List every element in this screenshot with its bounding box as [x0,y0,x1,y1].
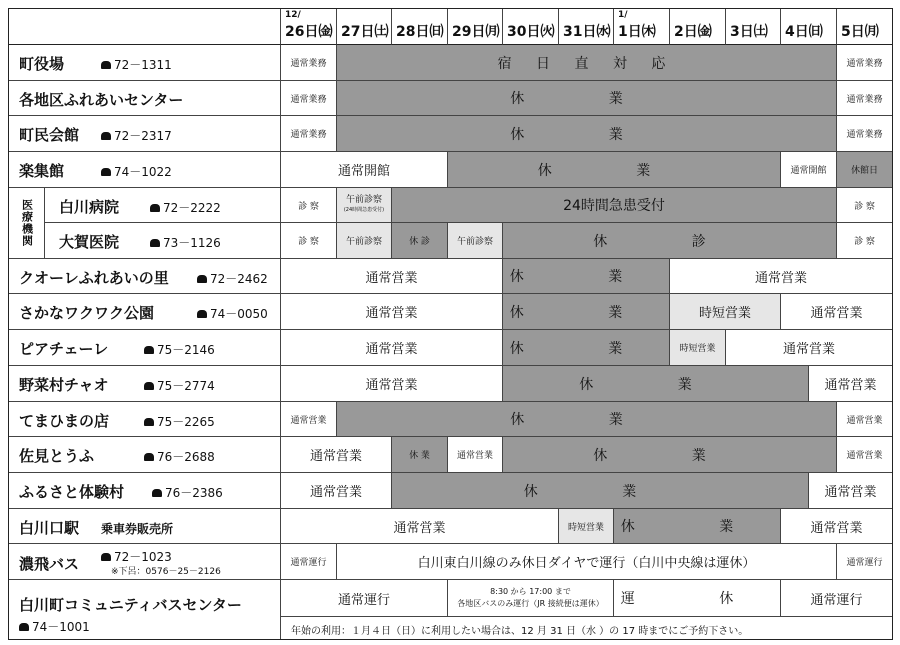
status-cell: 通常営業 [726,330,892,366]
date-header [726,9,781,45]
facility-tel: 76－2386 [165,486,223,500]
facility-name: ピアチェーレ [19,340,109,358]
facility-sub: 乗車券販売所 [101,522,174,536]
status-cell: 通常営業 [837,402,892,437]
status-cell: 通常営業 [281,402,337,437]
status-cell: 通常営業 [281,366,503,402]
status-cell: 休 業 [337,116,837,152]
schedule-table [8,8,893,640]
date-header [281,9,337,45]
date-header [337,9,392,45]
facility-tel: 72－2317 [114,129,172,143]
status-cell: 休 業 [614,509,781,544]
facility-name: 町民会館 [19,126,80,144]
status-cell: 診 察 [281,188,337,223]
status-cell: 通常営業 [781,294,892,330]
status-cell: 診 察 [837,223,892,259]
status-cell: 時短営業 [559,509,614,544]
date-header [670,9,726,45]
facility-row-label [45,223,281,259]
status-cell: 通常開館 [781,152,837,188]
status-cell: 診 察 [281,223,337,259]
facility-name: 白川病院 [59,198,120,216]
phone-icon [101,132,111,140]
status-cell: 通常営業 [281,473,392,509]
facility-tel: 75－2146 [157,343,215,357]
status-cell: 休 診 [392,223,448,259]
status-cell: 通常営業 [781,509,892,544]
status-cell: 通常営業 [281,294,503,330]
status-cell: 通常開館 [281,152,448,188]
month-label: 1/ [618,10,628,20]
status-cell: 午前診察 [337,223,392,259]
status-cell: 通常業務 [837,81,892,116]
date-header [503,9,559,45]
date-header [392,9,448,45]
facility-name: 濃飛バス [19,555,80,573]
status-cell: 休 業 [392,437,448,473]
day-label: 1日㈭ [618,24,656,40]
status-cell: 通常運行 [781,580,892,617]
facility-name: 佐見とうふ [19,447,95,465]
facility-tel: 75－2774 [157,379,215,393]
status-cell: 通常運行 [837,544,892,580]
facility-tel: 74－1022 [114,165,172,179]
date-header [559,9,614,45]
day-label: 3日㈯ [730,24,768,40]
status-cell: 通常業務 [837,116,892,152]
day-label: 31日㈬ [563,24,611,40]
facility-tel: 74－1001 [32,620,90,634]
status-cell: 通常運行 [281,580,448,617]
header-corner [9,9,281,45]
date-header [614,9,670,45]
facility-row-label [9,366,281,402]
status-subtext: (24時間急患受付) [343,207,385,213]
facility-name: 町役場 [19,55,65,73]
status-cell: 休館日 [837,152,892,188]
facility-tel: 73－1126 [163,236,221,250]
facility-tel: 72－1023 [114,550,172,564]
status-cell: 通常営業 [809,473,892,509]
status-cell: 通常営業 [281,437,392,473]
facility-row-label [9,437,281,473]
facility-name: 白川口駅 [19,519,80,537]
medical-institutions-label [9,188,45,259]
facility-tel: 75－2265 [157,415,215,429]
facility-name: 大賀医院 [59,233,120,251]
status-cell: 通常営業 [281,259,503,294]
facility-name: てまひまの店 [19,412,110,430]
status-cell: 通常営業 [448,437,503,473]
footer-note: 年始の利用：１月４日（日）に利用したい場合は、12 月 31 日（水 ）の 17 時までにご予約下さい。 [291,626,749,637]
phone-icon [150,204,160,212]
facility-row-label [9,152,281,188]
date-header [837,9,892,45]
status-cell: 時短営業 [670,294,781,330]
facility-tel: 74－0050 [210,307,268,321]
facility-row-label [9,402,281,437]
day-label: 27日㈯ [341,24,389,40]
facility-name: 各地区ふれあいセンター [19,91,184,109]
phone-icon [101,553,111,561]
status-cell: 休 業 [337,81,837,116]
status-cell: 運 休 [614,580,781,617]
day-label: 4日㈰ [785,24,823,40]
status-cell: 休 業 [392,473,809,509]
facility-tel: 72－1311 [114,58,172,72]
status-cell: 通常営業 [809,366,892,402]
medical-label-text: 医療機関 [20,199,34,247]
facility-tel: 72－2462 [210,272,268,286]
status-cell: 休 業 [503,259,670,294]
phone-icon [144,418,154,426]
facility-row-label [9,580,281,639]
day-label: 5日㈪ [841,24,879,40]
day-label: 30日㈫ [507,24,555,40]
status-cell: 通常営業 [281,330,503,366]
facility-row-label [9,259,281,294]
facility-row-label [9,330,281,366]
status-cell: 休 業 [503,366,809,402]
facility-name: 野菜村チャオ [19,376,109,394]
facility-tel: 72－2222 [163,201,221,215]
facility-note: ※下呂：0576－25－2126 [111,567,221,577]
month-label: 12/ [285,10,301,20]
phone-icon [150,239,160,247]
status-cell [448,580,614,617]
phone-icon [197,310,207,318]
phone-icon [144,346,154,354]
facility-row-label [9,509,281,544]
date-header [448,9,503,45]
status-cell: 通常業務 [281,116,337,152]
facility-row-label [9,116,281,152]
phone-icon [19,623,29,631]
status-cell: 白川東白川線のみ休日ダイヤで運行（白川中央線は運休） [337,544,837,580]
status-cell: 通常営業 [837,437,892,473]
facility-name: 楽集館 [19,162,65,180]
facility-row-label [9,294,281,330]
facility-tel: 76－2688 [157,450,215,464]
facility-name: クオーレふれあいの里 [19,269,169,287]
status-cell: 通常営業 [670,259,892,294]
status-cell: 休 業 [503,294,670,330]
facility-name: 白川町コミュニティバスセンター [19,596,242,614]
status-cell [337,188,392,223]
status-cell: 通常営業 [281,509,559,544]
status-cell: 通常業務 [281,45,337,81]
day-label: 28日㈰ [396,24,444,40]
phone-icon [144,453,154,461]
facility-row-label [9,45,281,81]
status-cell: 通常運行 [281,544,337,580]
phone-icon [101,168,111,176]
facility-name: ふるさと体験村 [19,483,125,501]
status-cell: 休 業 [503,437,837,473]
status-text: 各地区バスのみ運行（JR 接続便は運休） [457,599,604,608]
status-text: 8:30 から 17:00 まで [490,587,571,596]
status-cell: 休 業 [448,152,781,188]
day-label: 26日㈮ [285,24,333,40]
status-cell: 通常業務 [281,81,337,116]
status-cell: 宿 日 直 対 応 [337,45,837,81]
status-cell: 診 察 [837,188,892,223]
status-text: 午前診察 [345,195,382,205]
facility-row-label [9,81,281,116]
phone-icon [152,489,162,497]
facility-row-label [9,544,281,580]
facility-name: さかなワクワク公園 [19,304,155,322]
phone-icon [144,382,154,390]
status-cell: 24時間急患受付 [392,188,837,223]
facility-row-label [9,473,281,509]
status-cell: 休 業 [337,402,837,437]
day-label: 29日㈪ [452,24,500,40]
status-cell: 通常業務 [837,45,892,81]
date-header [781,9,837,45]
phone-icon [101,61,111,69]
day-label: 2日㈮ [674,24,712,40]
status-cell: 休 診 [503,223,837,259]
phone-icon [197,275,207,283]
facility-row-label [45,188,281,223]
status-cell: 時短営業 [670,330,726,366]
status-cell: 午前診察 [448,223,503,259]
status-cell: 休 業 [503,330,670,366]
